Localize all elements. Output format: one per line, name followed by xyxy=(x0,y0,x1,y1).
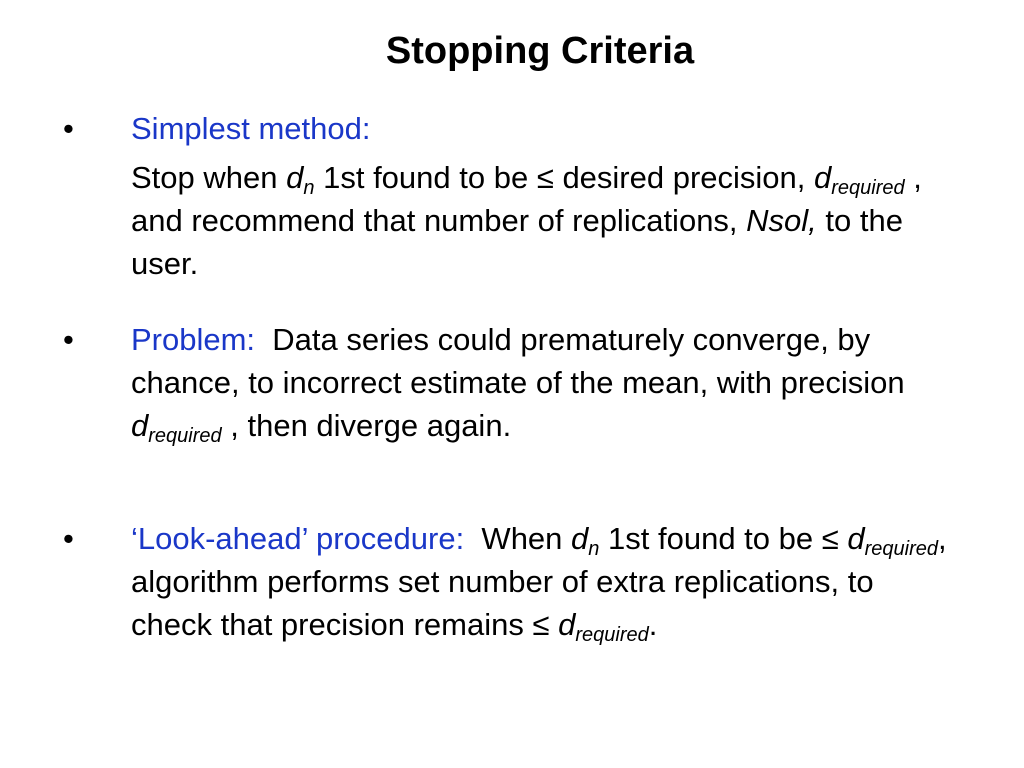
bullet-text xyxy=(131,156,961,285)
text-run: Data series could prematurely converge, by chance, to incorrect estimate of the mean, with precision xyxy=(131,322,914,400)
text-run: When xyxy=(464,521,572,556)
bullet-body xyxy=(131,517,961,646)
bullet-body xyxy=(131,318,961,447)
text-run: , and recommend that number of replications, xyxy=(131,160,922,238)
math-subscript: required xyxy=(575,624,649,646)
math-d: d xyxy=(814,160,832,195)
bullet-body xyxy=(131,107,961,285)
math-d: d xyxy=(571,521,589,556)
text-run: 1st found to be ≤ xyxy=(599,521,848,556)
math-subscript: required xyxy=(831,177,905,199)
text-run: , then diverge again. xyxy=(221,408,512,443)
math-d: d xyxy=(286,160,304,195)
math-d: d xyxy=(847,521,865,556)
math-subscript: required xyxy=(148,425,222,447)
bullet-heading: Simplest method: xyxy=(131,111,371,146)
text-run: Stop when xyxy=(131,160,287,195)
math-d: d xyxy=(131,408,149,443)
bullet-text xyxy=(131,517,961,646)
math-nsol: Nsol, xyxy=(746,203,817,238)
bullet-marker: • xyxy=(63,322,74,357)
math-d: d xyxy=(558,607,576,642)
text-run: to the user. xyxy=(131,203,903,281)
bullet-text xyxy=(131,318,961,447)
bullet-marker: • xyxy=(63,521,74,556)
text-run: , algorithm performs set number of extra replications, to check that precision remains ≤ xyxy=(131,521,947,642)
text-run: . xyxy=(648,607,658,642)
slide-title: Stopping Criteria xyxy=(385,30,695,72)
math-subscript: n xyxy=(588,538,600,560)
text-run: 1st found to be ≤ desired precision, xyxy=(314,160,815,195)
bullet-heading: Problem: xyxy=(131,322,256,357)
bullet-heading: ‘Look-ahead’ procedure: xyxy=(131,521,465,556)
math-subscript: required xyxy=(864,538,939,560)
bullet-marker: • xyxy=(63,111,74,146)
math-subscript: n xyxy=(303,177,315,199)
